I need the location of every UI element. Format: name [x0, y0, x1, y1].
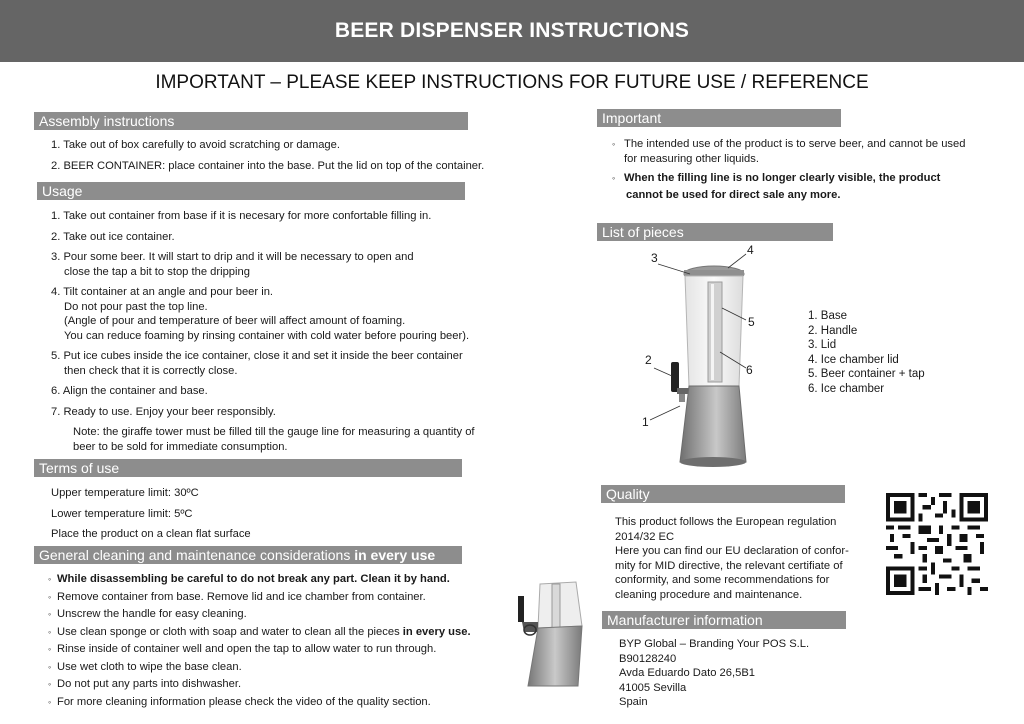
quality-text [615, 515, 880, 602]
bullet-icon: ◦ [48, 661, 52, 672]
usage-note [51, 425, 541, 454]
document-subtitle: IMPORTANT – PLEASE KEEP INSTRUCTIONS FOR FUTURE USE / REFERENCE [155, 72, 869, 93]
usage-item [51, 349, 541, 378]
usage-heading: Usage [37, 182, 465, 200]
usage-line: 4. Tilt container at an angle and pour beer in. [51, 286, 274, 298]
piece-item: 3. Lid [808, 339, 837, 351]
terms-item: Upper temperature limit: 30ºC [51, 487, 199, 499]
usage-item: 7. Ready to use. Enjoy your beer responsibly. [51, 405, 276, 418]
qr-code-icon[interactable] [886, 493, 988, 595]
bullet-icon: ◦ [48, 644, 52, 654]
manufacturer-heading: Manufacturer information [602, 611, 846, 629]
usage-line: close the tap a bit to stop the dripping [64, 265, 250, 278]
note-line: Note: the giraffe tower must be filled till the gauge line for measuring a quantity of [73, 426, 475, 438]
quality-line: Here you can find our EU declaration of confor- [615, 545, 849, 557]
pieces-list [808, 309, 988, 396]
callout-1: 1 [642, 415, 649, 429]
cleaning-heading-text: General cleaning and maintenance considerations [39, 547, 351, 563]
usage-line: Do not pour past the top line. [64, 300, 208, 313]
quality-line: mity for MID directive, the relevant certifiate of [615, 559, 843, 572]
usage-item: 1. Take out container from base if it is necesary for more confortable filling in. [51, 210, 432, 222]
dispenser-diagram [638, 244, 768, 470]
callout-line [654, 368, 672, 376]
manufacturer-line: 41005 Sevilla [619, 681, 687, 694]
cleaning-item: ◦ Use wet cloth to wipe the base clean. [48, 660, 242, 673]
piece-item: 2. Handle [808, 324, 858, 337]
important-item: ◦ When the filling line is no longer clearly visible, the product cannot be used for direct sale any more. [612, 170, 1012, 204]
usage-item: 6. Align the container and base. [51, 385, 208, 397]
usage-item: 2. Take out ice container. [51, 230, 175, 243]
quality-line: conformity, and some recommendations for [615, 574, 830, 586]
cleaning-heading-emphasis: in every use [350, 547, 436, 563]
assembly-item: 1. Take out of box carefully to avoid scratching or damage. [51, 139, 340, 151]
usage-line: 5. Put ice cubes inside the ice container, close it and set it inside the beer container [51, 350, 463, 362]
document-title: BEER DISPENSER INSTRUCTIONS [0, 0, 1024, 62]
cleaning-list [48, 572, 518, 712]
cleaning-item: ◦ Remove container from base. Remove lid and ice chamber from container. [48, 590, 426, 603]
terms-item: Place the product on a clean flat surface [51, 528, 251, 540]
manufacturer-line: B90128240 [619, 652, 677, 665]
quality-line: 2014/32 EC [615, 530, 675, 543]
usage-item [51, 250, 541, 279]
assembly-list [51, 138, 551, 179]
terms-item: Lower temperature limit: 5ºC [51, 507, 193, 520]
bullet-icon: ◦ [48, 679, 52, 689]
usage-line: (Angle of pour and temperature of beer will affect amount of foaming. [64, 315, 406, 327]
callout-line [728, 254, 746, 268]
quality-line: This product follows the European regulation [615, 516, 837, 528]
assembly-heading: Assembly instructions [34, 112, 468, 130]
cleaning-item: ◦ Do not put any parts into dishwasher. [48, 678, 242, 690]
manufacturer-line: Avda Eduardo Dato 26,5B1 [619, 667, 756, 679]
important-list [612, 137, 1012, 204]
terms-list [51, 486, 451, 548]
bullet-icon: ◦ [48, 696, 52, 707]
cleaning-item: ◦ Rinse inside of container well and open the tap to allow water to run through. [48, 643, 437, 655]
callout-6: 6 [746, 363, 753, 377]
pieces-heading: List of pieces [597, 223, 833, 241]
callout-5: 5 [748, 315, 755, 329]
cleaning-heading [34, 546, 462, 564]
piece-item: 6. Ice chamber [808, 382, 885, 395]
bullet-icon: ◦ [48, 626, 52, 637]
bullet-icon: ◦ [48, 609, 52, 619]
cleaning-item: ◦ For more cleaning information please check the video of the quality section. [48, 695, 431, 708]
piece-item: 1. Base [808, 310, 847, 322]
bullet-icon: ◦ [48, 574, 52, 584]
assembly-item: 2. BEER CONTAINER: place container into the base. Put the lid on top of the container. [51, 159, 485, 172]
callout-3: 3 [651, 251, 658, 265]
cleaning-item: ◦ While disassembling be careful to do not break any part. Clean it by hand. [48, 573, 450, 585]
manufacturer-line: BYP Global – Branding Your POS S.L. [619, 638, 810, 650]
terms-heading: Terms of use [34, 459, 462, 477]
callout-4: 4 [747, 243, 754, 257]
cleaning-item: ◦ Use clean sponge or cloth with soap and water to clean all the pieces in every use. [48, 625, 471, 638]
manufacturer-line: Spain [619, 696, 648, 708]
usage-item [51, 285, 541, 343]
piece-item: 4. Ice chamber lid [808, 353, 899, 366]
quality-line: cleaning procedure and maintenance. [615, 588, 803, 601]
usage-list [51, 209, 541, 460]
cleaning-item: ◦ Unscrew the handle for easy cleaning. [48, 608, 247, 620]
important-item: ◦ The intended use of the product is to serve beer, and cannot be used for measuring other liquids. [612, 138, 966, 165]
important-heading: Important [597, 109, 841, 127]
note-line: beer to be sold for immediate consumption. [73, 440, 288, 453]
bullet-icon: ◦ [48, 591, 52, 602]
dispenser-detail-illustration [510, 578, 592, 690]
callout-line [658, 264, 690, 274]
bullet-icon: ◦ [612, 139, 616, 149]
quality-heading: Quality [601, 485, 845, 503]
callout-line [650, 406, 680, 420]
usage-line: You can reduce foaming by rinsing container with cold water before pouring beer). [64, 329, 470, 342]
callout-2: 2 [645, 353, 652, 367]
piece-item: 5. Beer container + tap [808, 368, 925, 380]
bullet-icon: ◦ [612, 173, 616, 183]
usage-line: 3. Pour some beer. It will start to drip and it will be necessary to open and [51, 251, 414, 263]
manufacturer-text [619, 637, 879, 710]
usage-line: then check that it is correctly close. [64, 364, 238, 377]
